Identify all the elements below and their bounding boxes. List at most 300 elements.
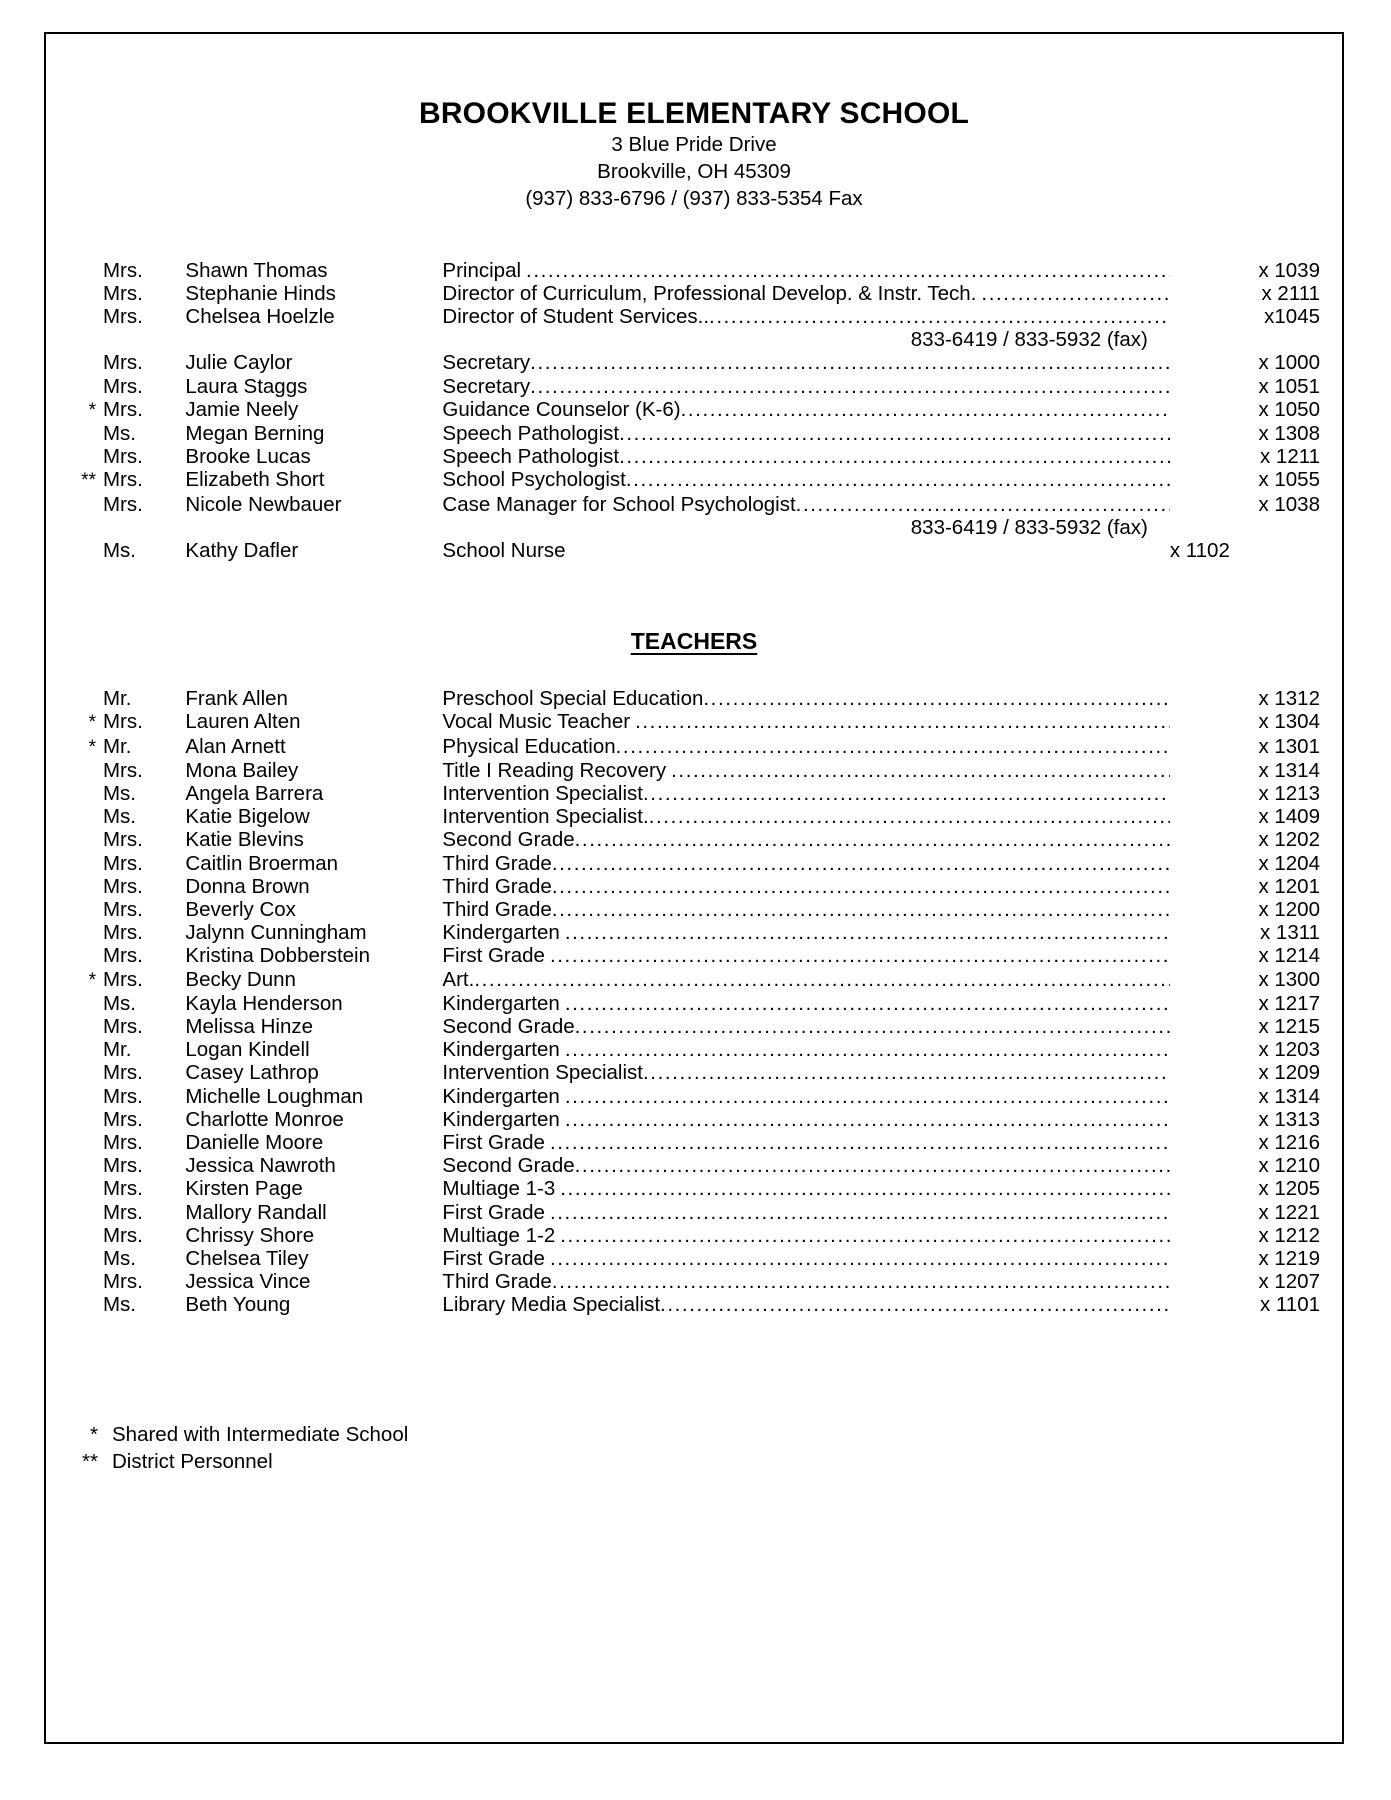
- staff-row[interactable]: [46, 445, 1342, 468]
- staff-role-text: Kindergarten: [442, 1107, 560, 1131]
- footnote-mark: [46, 422, 103, 445]
- staff-row[interactable]: [46, 1085, 1342, 1108]
- staff-extension: x 1300: [1258, 967, 1320, 991]
- dot-leader: [560, 1224, 1170, 1247]
- staff-row-nurse[interactable]: [46, 539, 1342, 562]
- administration-rows-group-1: [46, 259, 1342, 329]
- staff-role-text: Speech Pathologist: [442, 445, 620, 469]
- staff-title: Ms.: [102, 805, 136, 829]
- staff-title: Mrs.: [102, 1107, 143, 1131]
- staff-role-text: Principal: [442, 258, 522, 282]
- fax-line-row: [46, 328, 1342, 351]
- staff-row[interactable]: [46, 921, 1342, 944]
- staff-name: Melissa Hinze: [185, 1015, 314, 1039]
- staff-role: [442, 1038, 1169, 1061]
- administration-rows-group-2: [46, 351, 1342, 515]
- staff-name: Donna Brown: [185, 874, 310, 898]
- staff-name: Logan Kindell: [185, 1038, 310, 1062]
- dot-leader: [709, 305, 1170, 328]
- staff-title: Mrs.: [102, 1084, 143, 1108]
- footnote-mark: [46, 539, 103, 562]
- staff-extension: x 1304: [1258, 710, 1320, 734]
- dot-leader: [703, 687, 1169, 710]
- staff-name: Kirsten Page: [185, 1177, 303, 1201]
- staff-role-text: Case Manager for School Psychologist: [442, 492, 796, 516]
- dot-leader: [643, 1061, 1170, 1084]
- footnote-mark: [46, 759, 103, 782]
- dot-leader: [474, 968, 1170, 991]
- dot-leader: [643, 782, 1170, 805]
- staff-row[interactable]: [46, 1108, 1342, 1131]
- header-spacer: [46, 213, 1342, 259]
- staff-name: Shawn Thomas: [185, 258, 328, 282]
- staff-role: [442, 1270, 1169, 1293]
- staff-role-text: Third Grade: [442, 898, 552, 921]
- staff-title: Mrs.: [102, 898, 143, 921]
- staff-role-text: First Grade: [442, 1247, 545, 1271]
- staff-role: [442, 1015, 1169, 1038]
- staff-title: Mrs.: [102, 397, 143, 421]
- staff-role: [442, 992, 1169, 1015]
- footnote-mark: [46, 782, 103, 805]
- footnote-mark: [46, 1201, 103, 1224]
- footnote-mark: [46, 351, 103, 374]
- staff-role-text: Title I Reading Recovery: [442, 758, 667, 782]
- staff-row[interactable]: [46, 992, 1342, 1015]
- staff-extension: x 2111: [1261, 281, 1320, 305]
- staff-role-text: Speech Pathologist: [442, 421, 620, 445]
- staff-role: School Nurse: [442, 538, 566, 562]
- staff-title: Mr.: [102, 734, 132, 758]
- school-address-line-2: Brookville, OH 45309: [597, 160, 791, 184]
- staff-role-text: School Psychologist: [442, 468, 626, 492]
- staff-role-text: Multiage 1-2: [442, 1223, 556, 1247]
- staff-role-text: Third Grade: [442, 874, 552, 898]
- footnote-mark: [46, 1061, 103, 1084]
- staff-role: [442, 445, 1169, 468]
- staff-role: [442, 398, 1169, 422]
- staff-title: Mrs.: [102, 828, 143, 852]
- staff-role-text: Kindergarten: [442, 1038, 560, 1062]
- footnote-mark: [46, 375, 103, 398]
- staff-name: Beverly Cox: [185, 898, 296, 921]
- dot-leader: [575, 1154, 1170, 1177]
- staff-role: [442, 687, 1169, 710]
- dot-leader: [552, 875, 1170, 898]
- staff-title: Mrs.: [102, 710, 143, 734]
- staff-extension: x 1209: [1258, 1061, 1320, 1085]
- staff-row[interactable]: [46, 398, 1342, 422]
- staff-role: [442, 1108, 1169, 1131]
- staff-row[interactable]: [46, 305, 1342, 328]
- staff-name: Chrissy Shore: [185, 1223, 315, 1247]
- school-phone-line: (937) 833-6796 / (937) 833-5354 Fax: [525, 187, 863, 211]
- footnotes-block: [46, 1421, 1342, 1475]
- staff-extension: x 1211: [1259, 445, 1320, 469]
- staff-title: Mrs.: [102, 758, 143, 782]
- staff-extension: x 1101: [1259, 1293, 1320, 1317]
- footnote-mark: [46, 687, 103, 710]
- dot-leader: [981, 282, 1169, 305]
- staff-row[interactable]: [46, 1061, 1342, 1084]
- staff-title: Ms.: [102, 991, 136, 1015]
- staff-name: Mona Bailey: [185, 758, 299, 782]
- teachers-directory: [46, 687, 1342, 1316]
- staff-role: [442, 422, 1169, 445]
- footnote-mark: *: [88, 736, 96, 758]
- staff-role-text: Third Grade: [442, 851, 552, 875]
- footnote-mark: [46, 1131, 103, 1154]
- staff-row[interactable]: [46, 875, 1342, 898]
- footnote-mark: [46, 944, 103, 967]
- school-header: [46, 96, 1342, 213]
- dot-leader: [552, 852, 1170, 875]
- dot-leader: [565, 921, 1170, 944]
- staff-extension: x 1203: [1258, 1038, 1320, 1062]
- footnote-text: District Personnel: [112, 1449, 273, 1473]
- footnote-mark: [46, 305, 103, 328]
- staff-role: [442, 1085, 1169, 1108]
- dot-leader: [616, 735, 1170, 758]
- staff-title: Mrs.: [102, 921, 143, 945]
- staff-role-text: Third Grade: [442, 1270, 552, 1294]
- staff-row[interactable]: [46, 1038, 1342, 1061]
- staff-row[interactable]: [46, 1177, 1342, 1200]
- footnote-mark: [46, 1038, 103, 1061]
- staff-name: Brooke Lucas: [185, 445, 311, 469]
- staff-role: [442, 493, 1169, 516]
- staff-name: Laura Staggs: [185, 374, 308, 398]
- footnote-mark: [46, 828, 103, 851]
- staff-role: [442, 1201, 1169, 1224]
- footnote-mark: [46, 1224, 103, 1247]
- staff-title: Mrs.: [102, 1154, 143, 1178]
- footnote-mark: [46, 921, 103, 944]
- staff-title: Mrs.: [102, 351, 143, 375]
- staff-extension: x 1102: [1169, 538, 1230, 562]
- staff-role: [442, 351, 1169, 374]
- footnote-mark: [46, 282, 103, 305]
- staff-title: Mrs.: [102, 874, 143, 898]
- staff-row[interactable]: [46, 898, 1342, 921]
- staff-role-text: Art.: [442, 967, 475, 991]
- staff-row[interactable]: [46, 1293, 1342, 1316]
- staff-extension: x 1205: [1258, 1177, 1320, 1201]
- staff-name: Chelsea Hoelzle: [185, 304, 335, 328]
- staff-row[interactable]: [46, 782, 1342, 805]
- staff-role: [442, 735, 1169, 759]
- dot-leader: [526, 259, 1170, 282]
- staff-row[interactable]: [46, 468, 1342, 492]
- staff-title: Mrs.: [102, 1270, 143, 1294]
- teachers-heading-spacer: [46, 562, 1342, 628]
- dot-leader: [550, 944, 1170, 967]
- staff-role-text: Second Grade: [442, 1015, 575, 1039]
- staff-extension: x 1202: [1258, 828, 1320, 852]
- teachers-list-spacer: [46, 655, 1342, 687]
- staff-role: [442, 805, 1169, 828]
- staff-title: Mrs.: [102, 304, 143, 328]
- staff-name: Angela Barrera: [185, 781, 324, 805]
- fax-line-2: 833-6419 / 833-5932 (fax): [910, 515, 1148, 539]
- staff-extension: x 1311: [1259, 921, 1320, 945]
- footnote-mark: [46, 852, 103, 875]
- footnote-mark: [46, 259, 103, 282]
- staff-role: [442, 852, 1169, 875]
- staff-row[interactable]: [46, 493, 1342, 516]
- staff-title: Mrs.: [102, 1223, 143, 1247]
- footnote-mark: [46, 1293, 103, 1316]
- staff-role: [442, 282, 1169, 305]
- staff-row[interactable]: [46, 735, 1342, 759]
- fax-line-1: 833-6419 / 833-5932 (fax): [910, 328, 1148, 352]
- staff-extension: x 1039: [1258, 258, 1320, 282]
- staff-extension: x 1212: [1258, 1223, 1320, 1247]
- dot-leader: [671, 759, 1170, 782]
- staff-row[interactable]: [46, 422, 1342, 445]
- staff-name: Julie Caylor: [185, 351, 293, 375]
- staff-name: Beth Young: [185, 1293, 291, 1317]
- footnote-mark: [46, 1247, 103, 1270]
- staff-title: Mrs.: [102, 1015, 143, 1039]
- dot-leader: [550, 1247, 1170, 1270]
- staff-role: [442, 1177, 1169, 1200]
- staff-name: Casey Lathrop: [185, 1061, 319, 1085]
- staff-row[interactable]: [46, 710, 1342, 734]
- footnote-mark: [46, 1015, 103, 1038]
- staff-name: Kathy Dafler: [185, 538, 299, 562]
- dot-leader: [530, 375, 1170, 398]
- staff-row[interactable]: [46, 968, 1342, 992]
- dot-leader: [660, 1293, 1170, 1316]
- staff-role-text: Intervention Specialist.: [442, 805, 649, 829]
- staff-row[interactable]: [46, 1224, 1342, 1247]
- staff-row[interactable]: [46, 759, 1342, 782]
- staff-name: Nicole Newbauer: [185, 492, 342, 516]
- staff-title: Mrs.: [102, 967, 143, 991]
- administration-fax-1-group: [46, 328, 1342, 351]
- footnote-mark: [46, 1177, 103, 1200]
- staff-extension: x 1219: [1258, 1247, 1320, 1271]
- footnote-item: [46, 1448, 1342, 1475]
- footnote-mark: *: [88, 712, 96, 734]
- staff-role-text: Library Media Specialist: [442, 1293, 661, 1317]
- dot-leader: [635, 710, 1170, 733]
- footnote-mark: **: [81, 470, 96, 492]
- staff-role-text: Director of Student Services..: [442, 304, 710, 328]
- staff-extension: x 1201: [1258, 874, 1320, 898]
- staff-role-text: Second Grade: [442, 828, 575, 852]
- staff-name: Caitlin Broerman: [185, 851, 339, 875]
- staff-extension: x 1314: [1258, 1084, 1320, 1108]
- dot-leader: [565, 1038, 1170, 1061]
- staff-role-text: Director of Curriculum, Professional Develop. & Instr. Tech.: [442, 281, 977, 305]
- staff-name: Michelle Loughman: [185, 1084, 364, 1108]
- staff-role-text: Intervention Specialist: [442, 781, 643, 805]
- staff-role: [442, 1061, 1169, 1084]
- staff-role-text: Preschool Special Education: [442, 687, 704, 711]
- staff-role: [442, 898, 1169, 921]
- staff-name: Kayla Henderson: [185, 991, 343, 1015]
- staff-role: [442, 1293, 1169, 1316]
- staff-row[interactable]: [46, 828, 1342, 851]
- school-name: BROOKVILLE ELEMENTARY SCHOOL: [418, 97, 970, 130]
- dot-leader: [552, 1270, 1170, 1293]
- dot-leader: [681, 398, 1170, 421]
- staff-title: Ms.: [102, 1293, 136, 1317]
- page-content: [46, 34, 1342, 1742]
- staff-row[interactable]: [46, 1201, 1342, 1224]
- staff-row[interactable]: [46, 687, 1342, 710]
- administration-directory: [46, 259, 1342, 563]
- dot-leader: [565, 1108, 1170, 1131]
- staff-role: [442, 1247, 1169, 1270]
- staff-extension: x 1213: [1258, 781, 1320, 805]
- school-address-line-1: 3 Blue Pride Drive: [611, 133, 777, 157]
- staff-name: Jamie Neely: [185, 397, 299, 421]
- dot-leader: [619, 445, 1170, 468]
- staff-extension: x 1217: [1258, 991, 1320, 1015]
- staff-title: Ms.: [102, 538, 136, 562]
- staff-role: [442, 1131, 1169, 1154]
- staff-extension: x 1409: [1258, 805, 1320, 829]
- staff-row[interactable]: [46, 259, 1342, 282]
- staff-role-text: Second Grade: [442, 1154, 575, 1178]
- staff-row[interactable]: [46, 1154, 1342, 1177]
- staff-role: [442, 259, 1169, 282]
- staff-name: Lauren Alten: [185, 710, 301, 734]
- footnote-mark: [46, 805, 103, 828]
- staff-row[interactable]: [46, 1131, 1342, 1154]
- staff-role-text: Multiage 1-3: [442, 1177, 556, 1201]
- staff-title: Mrs.: [102, 258, 143, 282]
- staff-role: [442, 1154, 1169, 1177]
- staff-extension: x 1214: [1258, 944, 1320, 968]
- staff-extension: x 1301: [1258, 734, 1320, 758]
- staff-row[interactable]: [46, 944, 1342, 967]
- staff-row[interactable]: [46, 1247, 1342, 1270]
- dot-leader: [565, 992, 1170, 1015]
- staff-row[interactable]: [46, 852, 1342, 875]
- staff-title: Mrs.: [102, 374, 143, 398]
- staff-title: Mrs.: [102, 1200, 143, 1224]
- footnote-mark: *: [88, 969, 96, 991]
- staff-name: Megan Berning: [185, 421, 325, 445]
- staff-role-text: Guidance Counselor (K-6): [442, 397, 681, 421]
- staff-row[interactable]: [46, 1270, 1342, 1293]
- staff-extension: x 1055: [1258, 468, 1320, 492]
- dot-leader: [550, 1131, 1170, 1154]
- staff-row[interactable]: [46, 282, 1342, 305]
- footnotes-spacer: [46, 1317, 1342, 1421]
- staff-name: Jalynn Cunningham: [185, 921, 367, 945]
- staff-role-text: Kindergarten: [442, 1084, 560, 1108]
- staff-name: Stephanie Hinds: [185, 281, 336, 305]
- dot-leader: [550, 1201, 1170, 1224]
- staff-name: Katie Bigelow: [185, 805, 310, 829]
- staff-title: Ms.: [102, 421, 136, 445]
- staff-role: [442, 944, 1169, 967]
- staff-role: [442, 375, 1169, 398]
- footnote-item: [46, 1421, 1342, 1448]
- staff-extension: x 1308: [1258, 421, 1320, 445]
- staff-role-text: Intervention Specialist: [442, 1061, 643, 1085]
- dot-leader: [530, 351, 1170, 374]
- staff-row[interactable]: [46, 1015, 1342, 1038]
- staff-role: [442, 968, 1169, 992]
- staff-name: Jessica Vince: [185, 1270, 311, 1294]
- dot-leader: [626, 468, 1170, 491]
- dot-leader: [619, 422, 1170, 445]
- dot-leader: [575, 828, 1170, 851]
- footnote-marker: **: [82, 1449, 98, 1473]
- staff-extension: x 1215: [1258, 1015, 1320, 1039]
- staff-extension: x 1200: [1258, 898, 1320, 921]
- footnote-mark: [46, 992, 103, 1015]
- teachers-rows-group: [46, 687, 1342, 1316]
- footnote-marker: *: [90, 1422, 98, 1446]
- dot-leader: [560, 1177, 1170, 1200]
- staff-name: Charlotte Monroe: [185, 1107, 344, 1131]
- staff-role-text: First Grade: [442, 1200, 545, 1224]
- staff-title: Mrs.: [102, 1131, 143, 1155]
- staff-name: Mallory Randall: [185, 1200, 327, 1224]
- staff-title: Mrs.: [102, 468, 143, 492]
- staff-role: [442, 710, 1169, 734]
- staff-extension: x 1312: [1258, 687, 1320, 711]
- footnote-mark: [46, 1270, 103, 1293]
- staff-role: [442, 759, 1169, 782]
- footnote-mark: [46, 1154, 103, 1177]
- staff-row[interactable]: [46, 375, 1342, 398]
- dot-leader: [565, 1085, 1170, 1108]
- staff-row[interactable]: [46, 805, 1342, 828]
- staff-extension: x 1210: [1258, 1154, 1320, 1178]
- staff-extension: x 1221: [1258, 1200, 1320, 1224]
- staff-extension: x 1313: [1258, 1107, 1320, 1131]
- staff-extension: x 1207: [1258, 1270, 1320, 1294]
- staff-role-text: Secretary: [442, 374, 531, 398]
- footnote-mark: [46, 493, 103, 516]
- staff-extension: x 1314: [1258, 758, 1320, 782]
- staff-name: Danielle Moore: [185, 1131, 324, 1155]
- staff-row[interactable]: [46, 351, 1342, 374]
- footnote-text: Shared with Intermediate School: [112, 1422, 409, 1446]
- dot-leader: [649, 805, 1170, 828]
- staff-role-text: Vocal Music Teacher: [442, 710, 631, 734]
- footnote-mark: [46, 1085, 103, 1108]
- staff-role: [442, 921, 1169, 944]
- staff-title: Mrs.: [102, 944, 143, 968]
- staff-title: Mrs.: [102, 492, 143, 516]
- staff-extension: x 1204: [1258, 851, 1320, 875]
- staff-role-text: First Grade: [442, 944, 545, 968]
- staff-name: Kristina Dobberstein: [185, 944, 370, 968]
- footnote-mark: [46, 875, 103, 898]
- dot-leader: [552, 898, 1170, 921]
- staff-extension: x 1051: [1258, 374, 1320, 398]
- staff-extension: x 1000: [1258, 351, 1320, 375]
- staff-name: Alan Arnett: [185, 734, 286, 758]
- staff-role: [442, 468, 1169, 492]
- staff-role-text: Physical Education: [442, 734, 616, 758]
- dot-leader: [796, 493, 1170, 516]
- staff-name: Chelsea Tiley: [185, 1247, 309, 1271]
- staff-role-text: First Grade: [442, 1131, 545, 1155]
- staff-name: Becky Dunn: [185, 967, 296, 991]
- staff-title: Ms.: [102, 781, 136, 805]
- dot-leader: [575, 1015, 1170, 1038]
